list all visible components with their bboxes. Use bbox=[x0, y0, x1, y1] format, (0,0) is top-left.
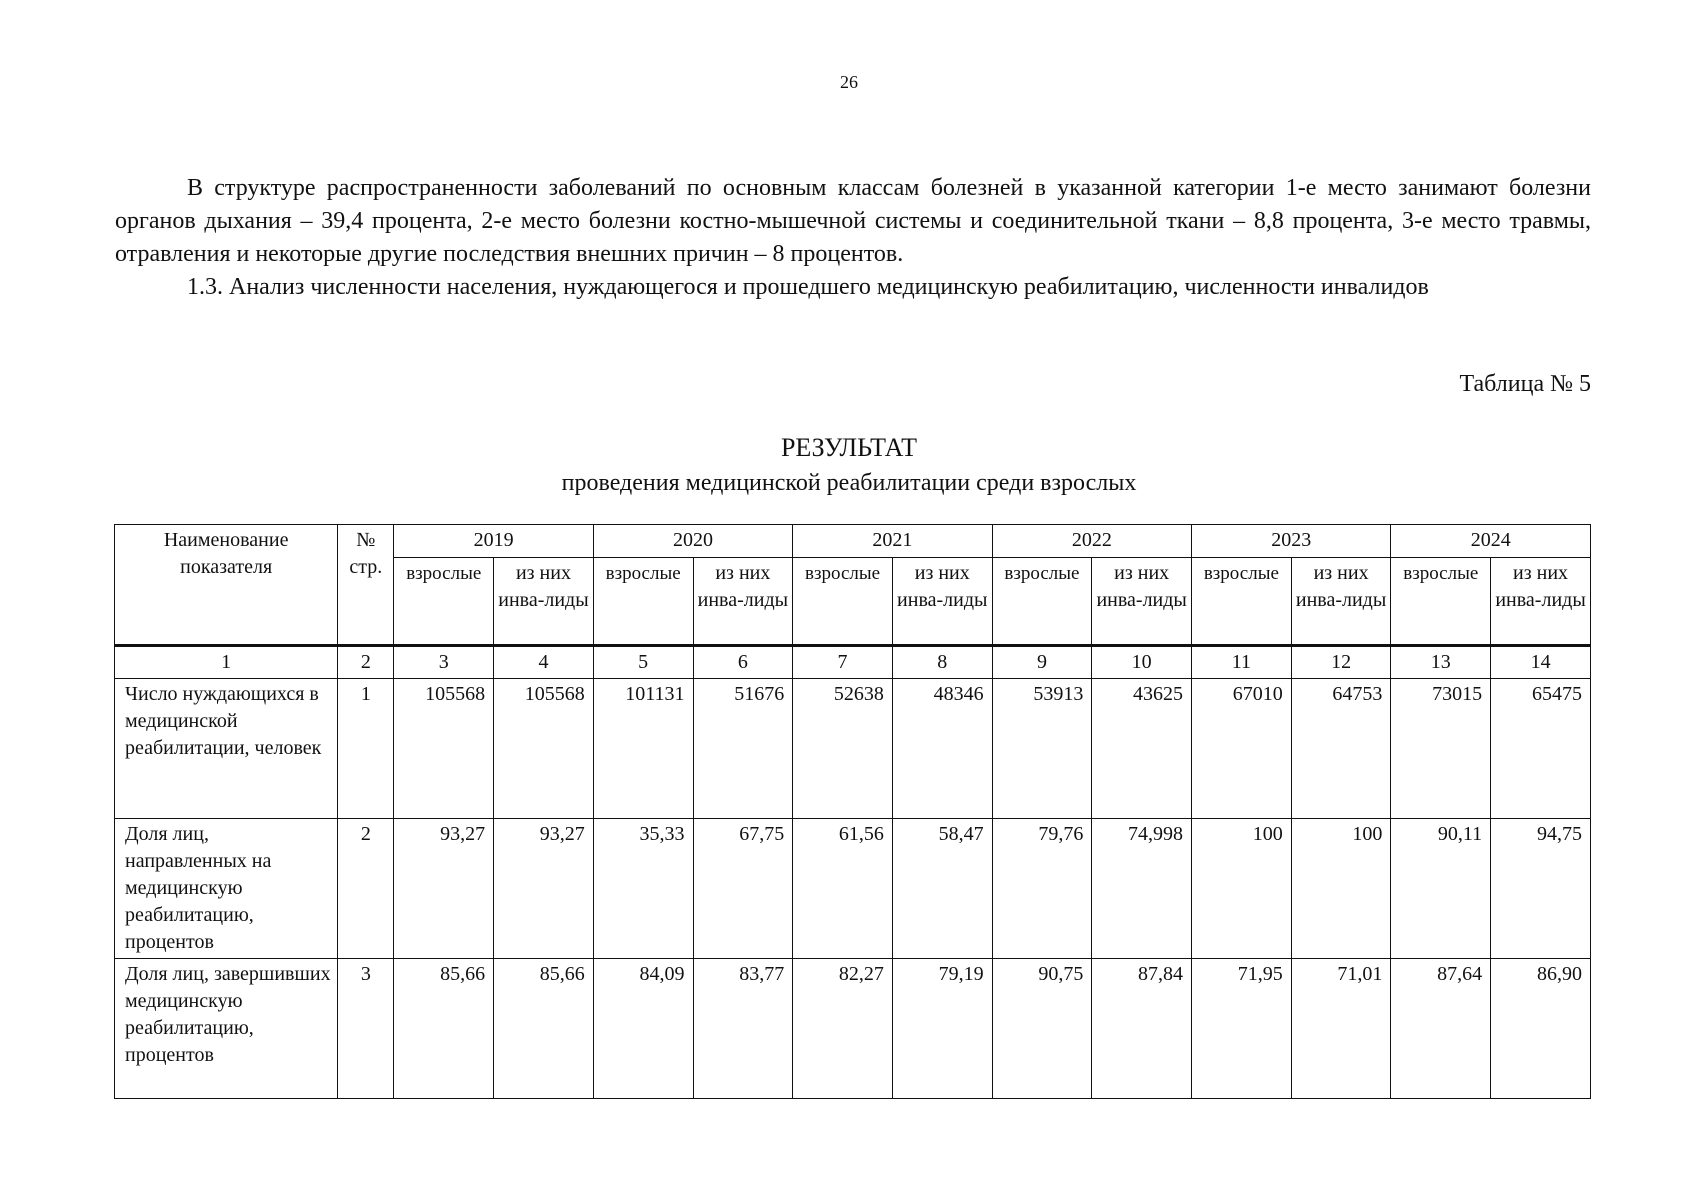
column-number: 12 bbox=[1291, 646, 1391, 679]
cell-value: 79,19 bbox=[892, 959, 992, 1099]
cell-value: 65475 bbox=[1491, 679, 1591, 819]
cell-value: 87,64 bbox=[1391, 959, 1491, 1099]
results-table bbox=[114, 524, 1591, 1099]
cell-value: 100 bbox=[1291, 819, 1391, 959]
paragraph-section-heading bbox=[115, 271, 1591, 304]
header-adults: взрослые bbox=[1391, 558, 1491, 646]
cell-value: 85,66 bbox=[394, 959, 494, 1099]
cell-value: 105568 bbox=[394, 679, 494, 819]
header-year: 2019 bbox=[394, 525, 593, 558]
column-number: 5 bbox=[593, 646, 693, 679]
column-number: 1 bbox=[115, 646, 338, 679]
cell-value: 43625 bbox=[1092, 679, 1192, 819]
header-adults: взрослые bbox=[394, 558, 494, 646]
table-subtitle: проведения медицинской реабилитации среди взрослых bbox=[561, 470, 1137, 496]
cell-value: 82,27 bbox=[793, 959, 893, 1099]
cell-value: 74,998 bbox=[1092, 819, 1192, 959]
column-number: 13 bbox=[1391, 646, 1491, 679]
cell-value: 85,66 bbox=[494, 959, 594, 1099]
header-adults: взрослые bbox=[593, 558, 693, 646]
header-disabled: из них инва-лиды bbox=[1491, 558, 1591, 646]
cell-value: 35,33 bbox=[593, 819, 693, 959]
table-row bbox=[115, 819, 1591, 959]
cell-value: 90,75 bbox=[992, 959, 1092, 1099]
header-year: 2024 bbox=[1391, 525, 1591, 558]
header-disabled: из них инва-лиды bbox=[1092, 558, 1192, 646]
cell-value: 61,56 bbox=[793, 819, 893, 959]
header-indicator-name: Наименование показателя bbox=[115, 525, 338, 646]
column-number: 3 bbox=[394, 646, 494, 679]
table-label: Таблица № 5 bbox=[1459, 371, 1591, 397]
cell-value: 94,75 bbox=[1491, 819, 1591, 959]
column-number: 2 bbox=[338, 646, 394, 679]
column-number: 8 bbox=[892, 646, 992, 679]
cell-value: 83,77 bbox=[693, 959, 793, 1099]
cell-value: 51676 bbox=[693, 679, 793, 819]
cell-value: 90,11 bbox=[1391, 819, 1491, 959]
column-number: 4 bbox=[494, 646, 594, 679]
cell-value: 53913 bbox=[992, 679, 1092, 819]
row-indicator-name: Доля лиц, завершивших медицинскую реабилитацию, процентов bbox=[115, 959, 338, 1099]
cell-value: 64753 bbox=[1291, 679, 1391, 819]
header-disabled: из них инва-лиды bbox=[494, 558, 594, 646]
header-year: 2021 bbox=[793, 525, 992, 558]
cell-value: 73015 bbox=[1391, 679, 1491, 819]
cell-value: 93,27 bbox=[494, 819, 594, 959]
cell-value: 93,27 bbox=[394, 819, 494, 959]
cell-value: 67,75 bbox=[693, 819, 793, 959]
column-number-row bbox=[115, 646, 1591, 679]
cell-value: 87,84 bbox=[1092, 959, 1192, 1099]
table-title: РЕЗУЛЬТАТ bbox=[780, 433, 918, 462]
row-indicator-name: Доля лиц, направленных на медицинскую реабилитацию, процентов bbox=[115, 819, 338, 959]
column-number: 14 bbox=[1491, 646, 1591, 679]
header-adults: взрослые bbox=[992, 558, 1092, 646]
header-disabled: из них инва-лиды bbox=[693, 558, 793, 646]
cell-value: 84,09 bbox=[593, 959, 693, 1099]
paragraph-text: 1.3. Анализ численности населения, нуждающегося и прошедшего медицинскую реабилитацию, численности инвалидов bbox=[187, 274, 1429, 300]
header-year: 2020 bbox=[593, 525, 792, 558]
column-number: 7 bbox=[793, 646, 893, 679]
column-number: 9 bbox=[992, 646, 1092, 679]
header-disabled: из них инва-лиды bbox=[1291, 558, 1391, 646]
paragraph-disease-structure bbox=[115, 172, 1591, 271]
paragraph-text: В структуре распространенности заболеваний по основным классам болезней в указанной категории 1-е место занимают болезни органов дыхания – 39,4 процента, 2-е место болезни костно-мышечной системы и соединительной ткани – 8,8 процента, 3-е место травмы, отравления и некоторые другие последствия внешних причин – 8 процентов. bbox=[115, 175, 1591, 267]
cell-value: 101131 bbox=[593, 679, 693, 819]
table-row bbox=[115, 959, 1591, 1099]
cell-value: 100 bbox=[1192, 819, 1292, 959]
column-number: 10 bbox=[1092, 646, 1192, 679]
cell-value: 71,95 bbox=[1192, 959, 1292, 1099]
cell-value: 67010 bbox=[1192, 679, 1292, 819]
cell-value: 86,90 bbox=[1491, 959, 1591, 1099]
row-indicator-name: Число нуждающихся в медицинской реабилитации, человек bbox=[115, 679, 338, 819]
cell-value: 48346 bbox=[892, 679, 992, 819]
header-row-years bbox=[115, 525, 1591, 558]
cell-value: 71,01 bbox=[1291, 959, 1391, 1099]
header-disabled: из них инва-лиды bbox=[892, 558, 992, 646]
page-number: 26 bbox=[840, 72, 858, 92]
header-year: 2023 bbox=[1192, 525, 1391, 558]
header-row-number: № стр. bbox=[338, 525, 394, 646]
row-number: 2 bbox=[338, 819, 394, 959]
header-year: 2022 bbox=[992, 525, 1191, 558]
cell-value: 58,47 bbox=[892, 819, 992, 959]
column-number: 11 bbox=[1192, 646, 1292, 679]
header-adults: взрослые bbox=[793, 558, 893, 646]
row-number: 3 bbox=[338, 959, 394, 1099]
cell-value: 79,76 bbox=[992, 819, 1092, 959]
cell-value: 105568 bbox=[494, 679, 594, 819]
cell-value: 52638 bbox=[793, 679, 893, 819]
row-number: 1 bbox=[338, 679, 394, 819]
column-number: 6 bbox=[693, 646, 793, 679]
table-row bbox=[115, 679, 1591, 819]
header-adults: взрослые bbox=[1192, 558, 1292, 646]
